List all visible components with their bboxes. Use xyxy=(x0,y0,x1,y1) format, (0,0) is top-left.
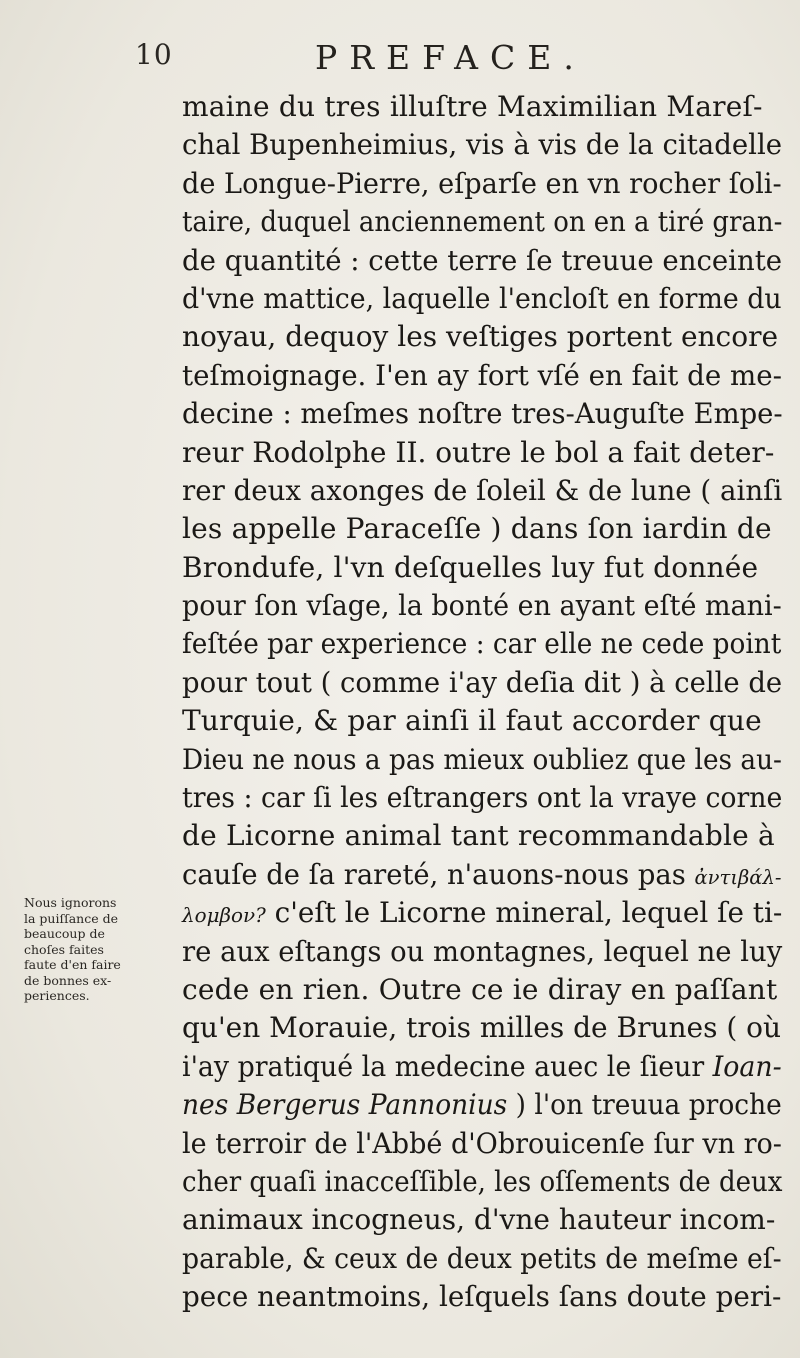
text-line: cede en rien. Outre ce ie diray en paſſant xyxy=(182,972,778,1006)
text-segment: i'ay pratiqué la medecine auec le ſieur xyxy=(182,1049,705,1083)
margin-note-line: periences. xyxy=(24,988,90,1003)
italic-name: Ioan- xyxy=(712,1049,782,1083)
text-line: decine : meſmes noſtre tres-Auguſte Empe- xyxy=(182,397,783,431)
text-segment: cauſe de ſa rareté, n'auons-nous pas xyxy=(182,857,686,891)
text-line: parable, & ceux de deux petits de meſme eſ- xyxy=(182,1241,782,1275)
greek-word: ἀντιβάλ- xyxy=(694,864,782,889)
margin-note-line: Nous ignorons xyxy=(24,895,117,910)
text-line: cher quaſi inacceſſible, les oſſements de deux xyxy=(182,1164,783,1198)
text-segment: c'eſt le Licorne mineral, lequel ſe ti- xyxy=(274,896,783,930)
text-line xyxy=(182,894,783,932)
text-line: tres : car ſi les eſtrangers ont la vraye corne xyxy=(182,781,783,815)
text-line: Dieu ne nous a pas mieux oubliez que les au- xyxy=(182,742,782,776)
text-line xyxy=(182,1086,782,1124)
margin-note-line: choſes faites xyxy=(24,941,104,957)
text-segment: ) l'on treuua proche xyxy=(515,1088,782,1122)
page-header xyxy=(0,38,800,78)
text-line: reur Rodolphe II. outre le bol a fait deter- xyxy=(182,435,775,469)
text-line: pour ſon vſage, la bonté en ayant eſté mani- xyxy=(182,589,782,623)
text-line xyxy=(182,1048,782,1086)
text-line: de Licorne animal tant recommandable à xyxy=(182,819,775,853)
italic-name: nes Bergerus Pannonius xyxy=(182,1088,508,1122)
text-line: le terroir de l'Abbé d'Obrouicenſe ſur vn ro- xyxy=(182,1126,782,1160)
margin-note-line: de bonnes ex- xyxy=(24,972,112,988)
text-line: pour tout ( comme i'ay deſia dit ) à celle de xyxy=(182,665,783,699)
text-line: noyau, dequoy les veſtiges portent encore xyxy=(182,320,779,354)
text-line: les appelle Paraceſſe ) dans ſon iardin de xyxy=(182,512,772,546)
text-line: pece neantmoins, leſquels ſans doute peri- xyxy=(182,1280,782,1314)
margin-note xyxy=(24,895,124,1004)
page-number: 10 xyxy=(135,38,173,71)
text-line: animaux incogneus, d'vne hauteur incom- xyxy=(182,1203,776,1237)
text-line: Brondufe, l'vn deſquelles luy fut donnée xyxy=(182,550,759,584)
text-line: chal Bupenheimius, vis à vis de la citadelle xyxy=(182,128,783,162)
text-line: teſmoignage. I'en ay fort vſé en fait de me- xyxy=(182,358,782,392)
greek-word: λομβον? xyxy=(182,903,266,928)
margin-note-line: faute d'en faire xyxy=(24,957,121,972)
margin-note-line: beaucoup de xyxy=(24,926,105,941)
text-line: d'vne mattice, laquelle l'encloſt en forme du xyxy=(182,281,782,315)
text-line: Turquie, & par ainſi il faut accorder que xyxy=(182,704,762,738)
text-line: de Longue-Pierre, eſparſe en vn rocher ſoli- xyxy=(182,166,782,200)
running-title: PREFACE. xyxy=(315,38,586,77)
text-line: re aux eſtangs ou montagnes, lequel ne luy xyxy=(182,934,783,968)
text-line xyxy=(182,856,782,894)
text-line: taire, duquel anciennement on en a tiré gran- xyxy=(182,205,783,239)
text-line: de quantité : cette terre ſe treuue enceinte xyxy=(182,243,783,277)
text-line: qu'en Morauie, trois milles de Brunes ( où xyxy=(182,1011,782,1045)
margin-note-line: la puiſſance de xyxy=(24,910,119,926)
text-line: feſtée par experience : car elle ne cede point xyxy=(182,627,782,661)
text-line: rer deux axonges de ſoleil & de lune ( ainſi xyxy=(182,473,783,507)
body-text xyxy=(182,88,782,1317)
text-line: maine du tres illuſtre Maximilian Mareſ- xyxy=(182,90,763,123)
